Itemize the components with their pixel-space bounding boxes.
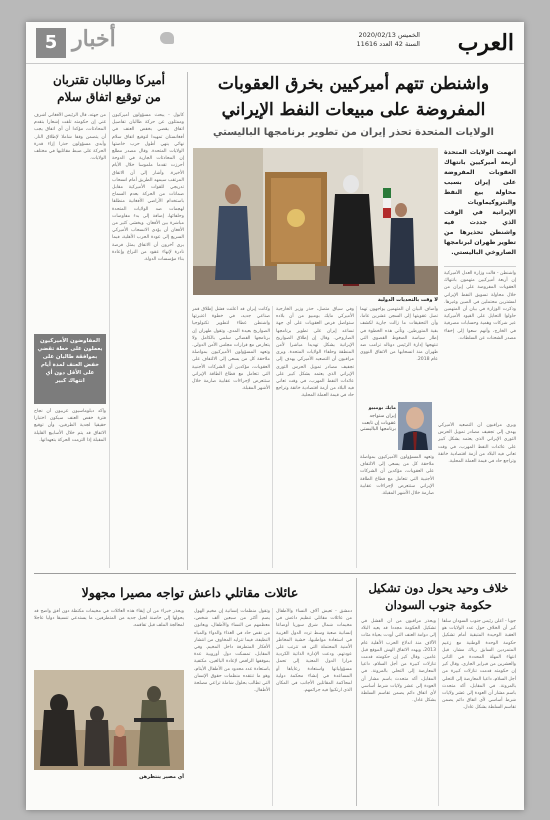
side-body-col-left-bottom: وأكد دبلوماسيون غربيون أن نجاح فترة خفض العنف سيكون اختبارا حقيقيا لجدية الطرفين، وأن توقيع الاتفاق قد يتم خلال الأسابيع القليلة المقبلة إذا التزمت الحركة بتعهداتها.	[34, 409, 106, 443]
quote-text: إيران ستواجه عقوبات إن تابعت برنامجها الباليستي	[360, 414, 396, 432]
isis-photo-illustration	[34, 670, 184, 770]
issue-info	[357, 31, 420, 49]
isis-headline: عائلات مقاتلي داعش تواجه مصيرا مجهولا	[81, 585, 299, 600]
sudan-headline-line-1: خلاف وحيد يحول دون تشكيل	[368, 581, 509, 595]
side-highlight-box: المفاوضون الأميركيون يعملون على خطة تقضي بموافقة طالبان على خفض العنف لمدة أيام على الأقل دون أي انتهاك كبير	[34, 334, 106, 404]
issue-date: الخميس 2020/02/13	[358, 31, 420, 39]
pompeo-portrait	[398, 402, 432, 450]
lead-intro: اتهمت الولايات المتحدة أربعة أميركيين بانتهاك العقوبات المفروضة على إيران بسبب محاولة بيع النفط والبتروكيماويات الإيرانية في الوقت الذي جددت فيه واشنطن تحذيرها من تطوير طهران لبرنامجها الصاروخي الباليستي.	[444, 149, 516, 256]
column-rule	[272, 608, 273, 806]
lead-headline-line-2: المفروضة على مبيعات النفط الإيراني	[221, 100, 486, 120]
isis-body-col-1: دمشق - تعيش آلاف النساء والأطفال من عائلات مقاتلي تنظيم داعش في مخيمات شمال شرق سوريا أوضاعا إنسانية صعبة وسط تردد الدول الغربية في استعادة مواطنيها، خشية المخاطر الأمنية المحتملة التي قد تترتب على عودتهم. ودعت الإدارة الذاتية الكردية مرارا الدول المعنية إلى تحمل مسؤولياتها واستعادة رعاياها أو المساعدة في إنشاء محكمة دولية لمحاكمة المقاتلين الأجانب في المكان الذي ارتكبوا فيه جرائمهم.	[276, 609, 352, 694]
section-divider	[187, 72, 188, 570]
lead-headline-line-1: واشنطن تتهم أميركيين بخرق العقوبات	[217, 74, 490, 94]
column-rule	[438, 618, 439, 806]
lead-body-col-1b: ويرى مراقبون أن التصعيد الأميركي يهدف إلى تجفيف مصادر تمويل الحرس الثوري الإيراني الذي يعتمد بشكل كبير على عائدات النفط المهرب، في وقت تعاني فيه البلاد من أزمة اقتصادية خانقة وتراجع حاد في قيمة العملة المحلية.	[438, 423, 516, 465]
page-divider	[34, 573, 516, 574]
lead-body-col-1: واشنطن - قالت وزارة العدل الأميركية إن أربعة أميركيين متهمون بانتهاك العقوبات المفروضة على إيران من خلال محاولة تسويق النفط الإيراني لمشترين محتملين في الصين وغيرها. وذكرت الوزارة في بيان أن المتهمين حاولوا التحايل على القيود الأميركية عبر شركات وهمية وحسابات مصرفية في الخارج، وأنهم سعوا إلى إخفاء مصدر الشحنات عن السلطات.	[444, 271, 516, 341]
isis-photo	[34, 670, 184, 770]
sudan-headline-line-2: حكومة جنوب السودان	[385, 598, 492, 612]
side-body-col-left-top: من جهته، قال الرئيس الأفغاني أشرف غني إن حكومته تلقت إشعارا بتقدم المحادثات، مؤكدا أن أي اتفاق يجب أن يتضمن وقفا شاملا لإطلاق النار. وأبدى مسؤولون حذرا إزاء قدرة الحركة على ضبط مقاتليها في مختلف الولايات.	[34, 113, 106, 162]
side-body-col-right: كابول - يبحث مسؤولون أميركيون وممثلون عن حركة طالبان تفاصيل اتفاق يقضي بخفض العنف في أفغانستان تمهيدا لتوقيع اتفاق سلام نهائي ينهي أطول حرب خاضتها الولايات المتحدة. وقال مصدر مطلع إن المحادثات الجارية في الدوحة أحرزت تقدما ملموسا خلال الأيام الأخيرة. وأشار إلى أن الاتفاق المرتقب سيمهد الطريق أمام انسحاب تدريجي للقوات الأميركية مقابل ضمانات من الحركة بعدم السماح باستخدام الأراضي الأفغانية منطلقا لهجمات ضد الولايات المتحدة وحلفائها، إضافة إلى بدء مفاوضات مباشرة بين الأفغان. ويخشى كثير من الأفغان أن يؤدي الانسحاب الأميركي السريع إلى عودة الحرب الأهلية، فيما يرى آخرون أن الاتفاق يمثل فرصة نادرة لإنهاء عقود من النزاع وإعادة بناء مؤسسات الدولة.	[112, 113, 184, 263]
intro-divider	[444, 266, 516, 267]
lead-body-col-2b: وتعهد المسؤولون الأميركيون بمواصلة ملاحقة كل من يسعى إلى الالتفاف على العقوبات، مؤكدين أن الشركات الأجنبية التي تتعامل مع قطاع الطاقة الإيراني ستتعرض لإجراءات عقابية صارمة خلال الأشهر المقبلة.	[360, 455, 434, 497]
portrait-illustration	[398, 402, 432, 450]
issue-number: السنة 42 العدد 11616	[356, 40, 420, 48]
column-rule	[272, 306, 273, 568]
lead-photo-caption: لا وقت بالتحديات الدولية	[377, 297, 438, 303]
column-rule	[356, 306, 357, 568]
sudan-body-col-1: جوبا - أعلن رئيس جنوب السودان سلفا كير أن الخلاف حول عدد الولايات هو العقبة الوحيدة المتبقية أمام تشكيل حكومة الوحدة الوطنية مع زعيم المتمردين السابق رياك مشار، قبل انتهاء المهلة المحددة في الثاني والعشرين من فبراير الجاري. وقال كير إن حكومته قدمت تنازلات كبيرة من أجل السلام، داعيا المعارضة إلى التحلي بالمرونة. في المقابل، أكد متحدث باسم مشار أن العودة إلى عشر ولايات شرط أساسي لأي اتفاق دائم يضمن تقاسم السلطة بشكل عادل.	[442, 619, 516, 711]
lead-subheadline: الولايات المتحدة تحذر إيران من تطوير برنامجها الباليستي	[213, 127, 494, 138]
masthead	[26, 22, 524, 64]
isis-body-col-3: ويحذر خبراء من أن إبقاء هذه العائلات في مخيمات مكتظة دون أفق واضح قد يحولها إلى حاضنة لجيل جديد من المتطرفين، ما يستدعي تنسيقا دوليا عاجلا لمعالجة الملف قبل تفاقمه.	[34, 609, 184, 629]
section-divider	[356, 578, 357, 806]
isis-body-col-2: وتقول منظمات إنسانية إن مخيم الهول يضم أكثر من سبعين ألف شخص، معظمهم من النساء والأطفال، ويعانون من نقص حاد في الغذاء والدواء والمياه النظيفة، فيما تتزايد المخاوف من انتشار الأفكار المتطرفة داخل المخيم. وفي المقابل، تمسكت دول أوروبية عدة بموقفها الرافض لإعادة البالغين، مكتفية باستعادة عدد محدود من الأطفال الأيتام، وهو ما تنتقده منظمات حقوق الإنسان التي تطالب بحلول شاملة تراعي مصلحة الأطفال.	[194, 609, 270, 694]
lead-body-col-3: وفي سياق متصل، حذر وزير الخارجية الأميركي مايك بومبيو من أن بلاده ستواصل فرض العقوبات على أي جهة تساعد إيران على تطوير برنامجها الصاروخي. وقال إن إطلاق الصواريخ الإيرانية يشكل تهديدا مباشرا لأمن المنطقة وحلفاء الولايات المتحدة. ويرى مراقبون أن التصعيد الأميركي يهدف إلى تجفيف مصادر تمويل الحرس الثوري الإيراني الذي يعتمد بشكل كبير على عائدات النفط المهرب، في وقت تعاني فيه البلاد من أزمة اقتصادية خانقة وتراجع حاد في قيمة العملة المحلية.	[276, 307, 354, 399]
lead-photo-illustration	[193, 148, 438, 295]
page-number-badge: 5	[36, 28, 66, 58]
newspaper-page	[26, 22, 524, 810]
quote-name: مايك بومبيو	[368, 406, 396, 411]
newspaper-logo: العرب	[457, 30, 514, 56]
section-title: أخبار	[72, 26, 116, 52]
side-headline-line-2: من توقيع اتفاق سلام	[57, 90, 161, 104]
lead-body-col-2: وأضاف البيان أن المتهمين يواجهون تهما تصل عقوبتها إلى السجن عشرين عاما، وأن التحقيقات ما زالت جارية لكشف بقية المتورطين. وتأتي هذه الخطوة في إطار سياسة الضغوط القصوى التي تنتهجها إدارة الرئيس دونالد ترامب ضد طهران منذ انسحابها من الاتفاق النووي عام 2018.	[360, 307, 438, 363]
sudan-body-col-2: ويحذر مراقبون من أن الفشل في تشكيل الحكومة مجددا قد يعيد البلاد إلى دوامة العنف التي أودت بحياة مئات الآلاف منذ اندلاع الحرب الأهلية عام 2013، ويهدد الاتفاق الهش الموقع قبل عامين. وقال كير إن حكومته قدمت تنازلات كبيرة من أجل السلام، داعيا المعارضة إلى التحلي بالمرونة. في المقابل، أكد متحدث باسم مشار أن العودة إلى عشر ولايات شرط أساسي لأي اتفاق دائم يضمن تقاسم السلطة بشكل عادل.	[361, 619, 436, 704]
side-headline-line-1: أميركا وطالبان تقتربان	[53, 73, 165, 87]
column-rule	[109, 112, 110, 568]
isis-photo-caption: أي مصير ينتظرهن	[139, 774, 184, 780]
lead-photo	[193, 148, 438, 295]
speech-bubble-icon	[160, 32, 174, 44]
lead-body-col-4: وكانت إيران قد أعلنت فشل إطلاق قمر صناعي جديد، في خطوة اعتبرتها واشنطن غطاء لتطوير تكنولوجيا الصواريخ بعيدة المدى. وتقول طهران إن برنامجها الفضائي سلمي بالكامل ولا يتعارض مع قرارات مجلس الأمن الدولي. وتعهد المسؤولون الأميركيون بمواصلة ملاحقة كل من يسعى إلى الالتفاف على العقوبات، مؤكدين أن الشركات الأجنبية التي تتعامل مع قطاع الطاقة الإيراني ستتعرض لإجراءات عقابية صارمة خلال الأشهر المقبلة.	[192, 307, 270, 392]
